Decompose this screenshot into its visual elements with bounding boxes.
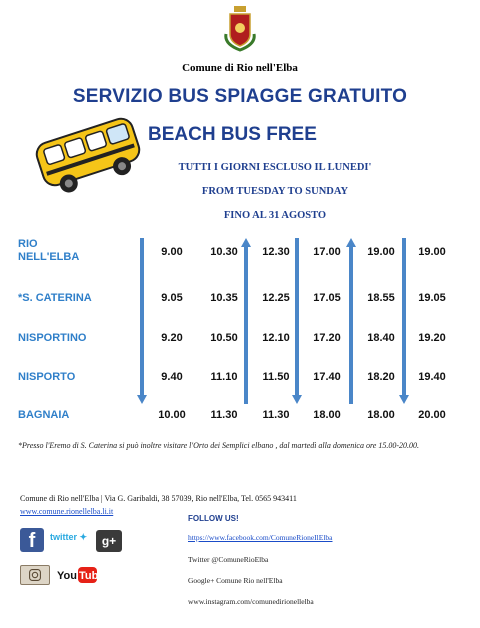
googleplus-handle: Google+ Comune Rio nell'Elba (188, 576, 283, 585)
direction-arrow-down-icon (137, 238, 147, 404)
time-cell: 18.40 (367, 332, 395, 344)
time-cell: 19.20 (418, 332, 446, 344)
time-cell: 18.20 (367, 371, 395, 383)
time-cell: 19.00 (367, 246, 395, 258)
time-cell: 11.30 (210, 409, 238, 421)
page-title: SERVIZIO BUS SPIAGGE GRATUITO (72, 86, 408, 107)
time-cell: 9.05 (161, 292, 183, 304)
instagram-icon[interactable] (20, 565, 50, 585)
time-cell: 11.10 (210, 371, 238, 383)
time-cell: 10.30 (210, 246, 238, 258)
schedule-end-date: FINO AL 31 AGOSTO (223, 210, 327, 221)
stop-name: RIO NELL'ELBA (18, 238, 80, 263)
stop-name: NISPORTINO (18, 332, 87, 344)
time-cell: 12.25 (262, 292, 290, 304)
time-cell: 20.00 (418, 409, 446, 421)
facebook-icon[interactable]: f (20, 528, 44, 552)
svg-text:You: You (57, 570, 77, 582)
youtube-icon[interactable] (56, 566, 105, 584)
schedule-days-it: TUTTI I GIORNI ESCLUSO IL LUNEDI' (178, 162, 372, 173)
time-cell: 9.20 (161, 332, 183, 344)
time-cell: 18.00 (367, 409, 395, 421)
time-cell: 9.40 (161, 371, 183, 383)
time-cell: 17.05 (313, 292, 341, 304)
twitter-icon[interactable] (50, 532, 87, 543)
twitter-handle: Twitter @ComuneRioElba (188, 555, 269, 564)
time-cell: 19.00 (418, 246, 446, 258)
facebook-link[interactable]: https://www.facebook.com/ComuneRioneIlElba (188, 533, 333, 542)
schedule-days-en: FROM TUESDAY TO SUNDAY (201, 186, 349, 197)
googleplus-icon[interactable]: g+ (96, 530, 122, 552)
bird-icon: ✦ (79, 532, 88, 542)
time-cell: 12.10 (262, 332, 290, 344)
direction-arrow-up-icon (346, 238, 356, 404)
stop-name: BAGNAIA (18, 409, 70, 421)
time-cell: 9.00 (161, 246, 183, 258)
time-cell: 11.50 (262, 371, 290, 383)
address: Comune di Rio nell'Elba | Via G. Garibaldi, 38 57039, Rio nell'Elba, Tel. 0565 943411 (20, 494, 297, 503)
time-cell: 11.30 (262, 409, 290, 421)
follow-us-heading: FOLLOW US! (188, 514, 239, 523)
time-cell: 12.30 (262, 246, 290, 258)
time-cell: 10.50 (210, 332, 238, 344)
time-cell: 19.05 (418, 292, 446, 304)
footnote: *Presso l'Eremo di S. Caterina si può inoltre visitare l'Orto dei Semplici elbano , dal martedì alla domenica ore 15.00-20.00. (18, 441, 420, 450)
svg-text:Tube: Tube (79, 570, 105, 582)
twitter-label: twitter (50, 532, 77, 542)
instagram-handle: www.instagram.com/comunedirionellelba (188, 597, 314, 606)
time-cell: 18.55 (367, 292, 395, 304)
time-cell: 17.20 (313, 332, 341, 344)
stop-name: NISPORTO (18, 371, 76, 383)
time-cell: 10.35 (210, 292, 238, 304)
time-cell: 17.40 (313, 371, 341, 383)
bus-illustration-icon (28, 108, 150, 192)
time-cell: 18.00 (313, 409, 341, 421)
subtitle: BEACH BUS FREE (148, 124, 317, 145)
comune-title: Comune di Rio nell'Elba (182, 62, 298, 74)
time-cell: 19.40 (418, 371, 446, 383)
time-cell: 17.00 (313, 246, 341, 258)
website-link[interactable]: www.comune.rionellelba.li.it (20, 507, 114, 516)
crest-logo-icon (222, 4, 258, 52)
time-cell: 10.00 (158, 409, 186, 421)
stop-name: *S. CATERINA (18, 292, 92, 304)
